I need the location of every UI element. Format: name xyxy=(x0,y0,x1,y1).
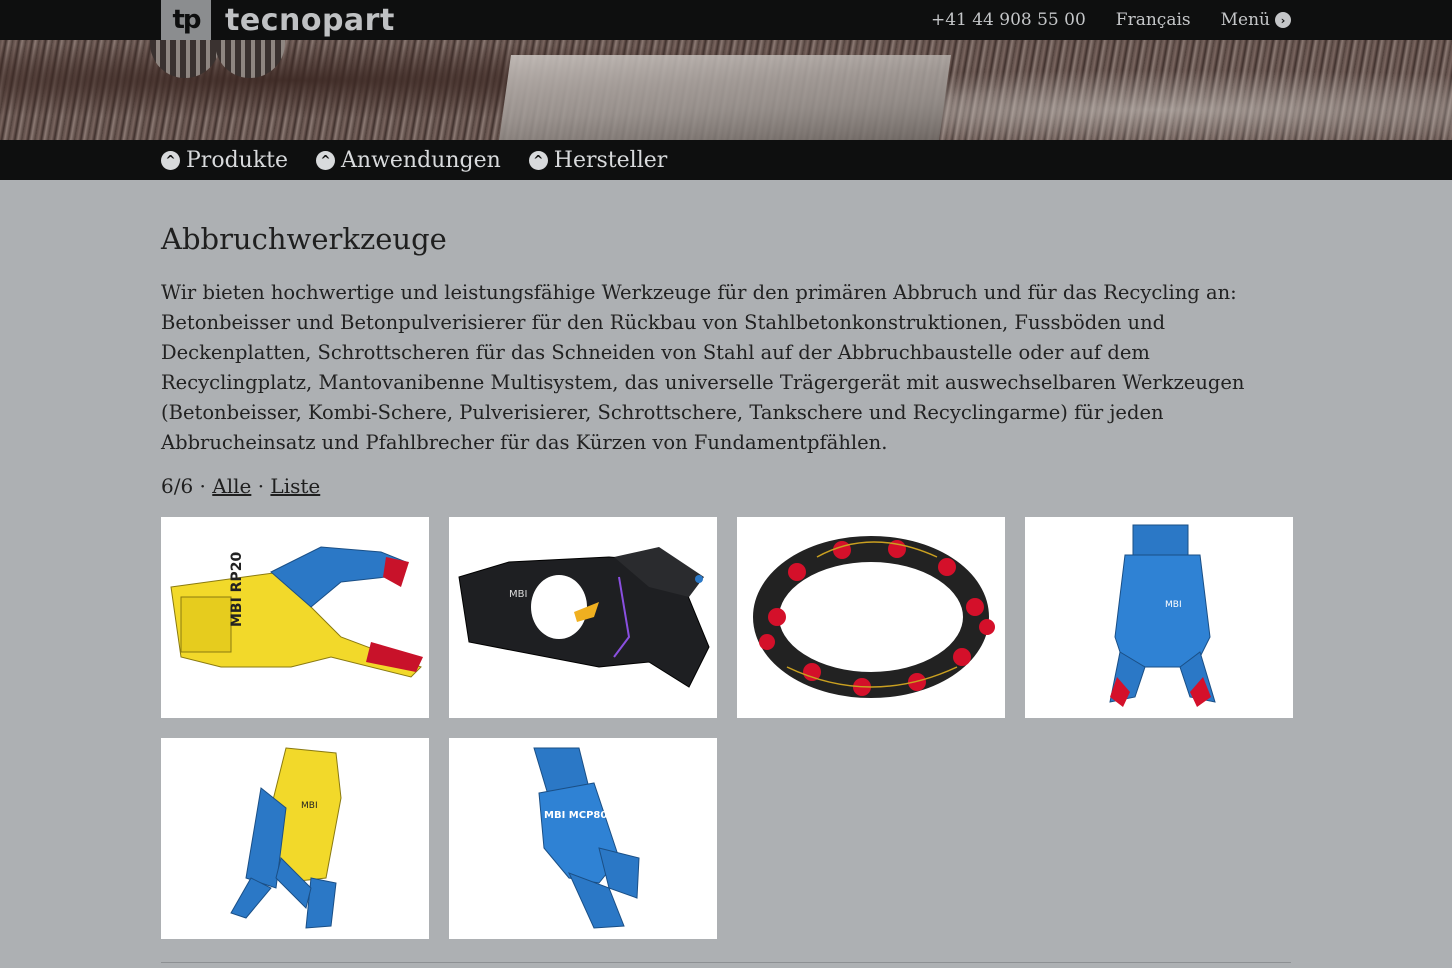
product-card[interactable] xyxy=(737,517,1005,718)
product-card[interactable] xyxy=(1025,517,1293,718)
product-card[interactable] xyxy=(161,517,429,718)
nav-item-label: Hersteller xyxy=(553,147,668,173)
chevron-up-circle-icon: ^ xyxy=(316,151,335,170)
chevron-up-circle-icon: ^ xyxy=(161,151,180,170)
nav-item-hersteller[interactable] xyxy=(529,148,667,173)
product-label: MBI MCP800 xyxy=(544,810,615,821)
blue-pulverizer-image xyxy=(449,738,717,939)
chevron-right-circle-icon: › xyxy=(1275,12,1291,28)
product-card[interactable] xyxy=(449,738,717,939)
product-label: MBI xyxy=(1165,600,1182,610)
language-label: Français xyxy=(1115,10,1191,30)
phone-link[interactable] xyxy=(931,10,1086,30)
filter-list-link[interactable]: Liste xyxy=(270,474,321,498)
excavator-bucket-graphic xyxy=(499,55,951,140)
product-label: MBI xyxy=(509,589,528,600)
top-bar xyxy=(0,0,1452,40)
result-counter xyxy=(161,474,320,498)
product-card[interactable] xyxy=(161,738,429,939)
content-divider xyxy=(161,962,1291,963)
pile-breaker-ring-image xyxy=(737,517,1005,718)
language-link[interactable] xyxy=(1116,10,1191,30)
tractor-wheel-graphic xyxy=(215,40,285,78)
filter-all-link[interactable]: Alle xyxy=(212,474,252,498)
product-card[interactable] xyxy=(449,517,717,718)
nav-item-anwendungen[interactable] xyxy=(316,148,501,173)
nav-item-label: Anwendungen xyxy=(341,147,501,173)
logo-text: tecnopart xyxy=(225,2,395,38)
logo-mark-icon: tp xyxy=(161,0,211,40)
page-title: Abbruchwerkzeuge xyxy=(161,222,447,256)
menu-label: Menü xyxy=(1220,10,1270,30)
product-label: MBI RP20 xyxy=(229,551,245,627)
category-nav xyxy=(0,140,1452,180)
product-grid xyxy=(161,517,1291,939)
nav-item-label: Produkte xyxy=(186,147,289,173)
nav-item-produkte[interactable] xyxy=(161,148,288,173)
product-label: MBI xyxy=(301,801,318,811)
chevron-up-circle-icon: ^ xyxy=(529,151,548,170)
eagle-scrap-shear-image xyxy=(449,517,717,718)
yellow-blue-pulverizer-image xyxy=(161,517,429,718)
top-right-nav xyxy=(931,0,1291,40)
separator: · xyxy=(199,474,206,498)
menu-button[interactable] xyxy=(1221,10,1291,30)
phone-number: +41 44 908 55 00 xyxy=(930,10,1086,30)
yellow-blue-crusher-image xyxy=(161,738,429,939)
tractor-wheel-graphic xyxy=(150,40,220,78)
intro-text: Wir bieten hochwertige und leistungsfähige Werkzeuge für den primären Abbruch und für das Recycling an: Betonbeisser und Betonpulverisierer für den Rückbau von Stahlbetonkonstruktionen, Fussböden und Deckenplatten, Schrottscheren für das Schneiden von Stahl auf der Abbruchbaustelle oder auf dem Recyclingplatz, Mantovanibenne Multisystem, das universelle Trägergerät mit auswechselbaren Werkzeugen (Betonbeisser, Kombi-Schere, Pulverisierer, Schrottschere, Tankschere und Recyclingarme) für jeden Abbrucheinsatz und Pfahlbrecher für das Kürzen von Fundamentpfählen. xyxy=(161,281,1245,454)
hero-banner-image xyxy=(0,40,1452,140)
blue-multi-processor-image xyxy=(1025,517,1293,718)
logo[interactable] xyxy=(161,0,395,40)
result-count: 6/6 xyxy=(161,474,194,498)
separator: · xyxy=(257,474,265,498)
